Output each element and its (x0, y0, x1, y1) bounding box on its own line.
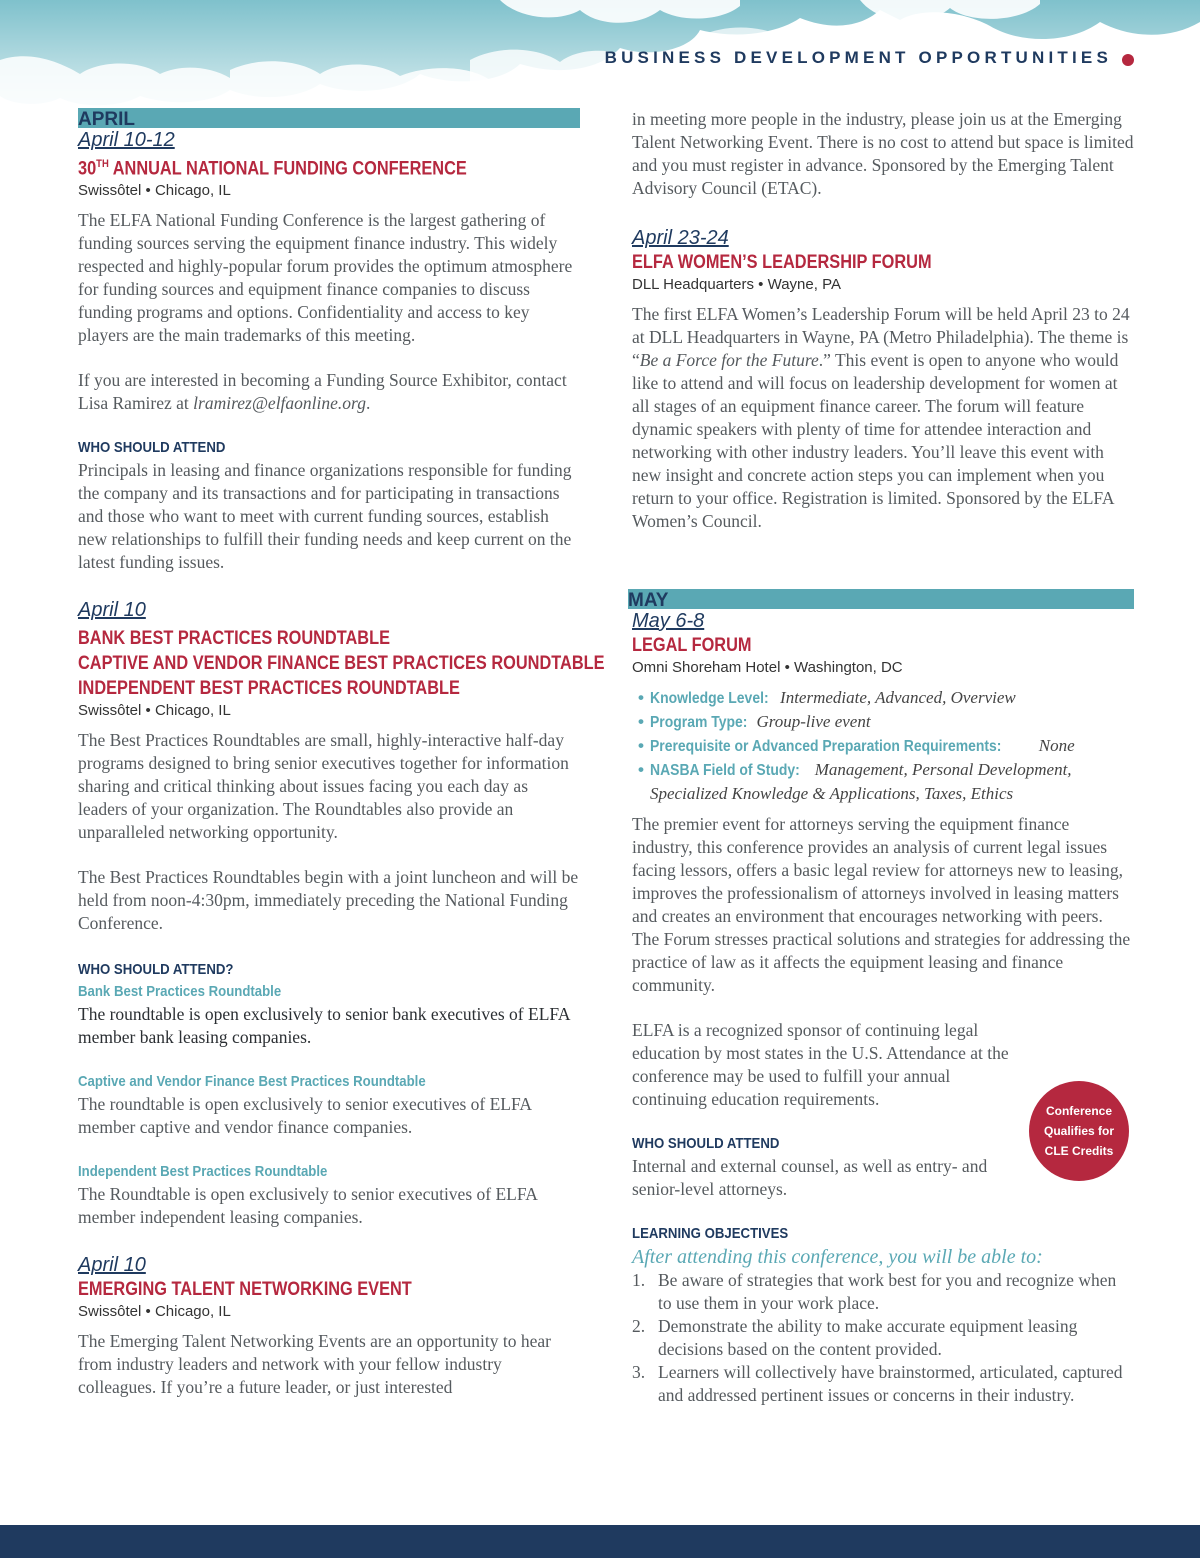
who-should-attend-text: Principals in leasing and finance organizations responsible for funding the company and its transactions and for participating in transactions and those who want to meet with current funding sources, establish new relationships to fulfill their funding needs and keep current on the latest funding issues. (78, 460, 572, 573)
list-item: • Program Type: Group-live event (650, 710, 1134, 734)
list-item: • NASBA Field of Study: Management, Personal Development, Specialized Knowledge & Applications, Taxes, Ethics (650, 758, 1134, 805)
who-should-attend-heading: WHO SHOULD ATTEND? (78, 961, 234, 979)
event-date: April 10-12 (78, 129, 175, 151)
event-description-continued: in meeting more people in the industry, please join us at the Emerging Talent Networking Event. There is no cost to attend but space is limited and you must register in advance. Sponsored by the Emerging Talent Advisory Council (ETAC). (632, 109, 1134, 198)
event-description: The first ELFA Women’s Leadership Forum will be held April 23 to 24 at DLL Headquarters in Wayne, PA (Metro Philadelphia). The theme is “Be a Force for the Future.” This event is open to anyone who would like to attend and will focus on leadership development for women at all stages of an equipment finance career. The forum will feature dynamic speakers with plenty of time for attendee interaction and networking with other industry leaders. You’ll leave this event with new insight and concrete action steps you can implement when you return to your office. Registration is limited. Sponsored by the ELFA Women’s Council. (632, 304, 1130, 531)
exhibitor-contact: If you are interested in becoming a Funding Source Exhibitor, contact Lisa Ramirez at lramirez@elfaonline.org. (78, 370, 567, 414)
who-should-attend-text: Internal and external counsel, as well as entry- and senior-level attorneys. (632, 1156, 988, 1199)
who-should-attend-heading: WHO SHOULD ATTEND (632, 1135, 780, 1152)
bullet-dot-icon (1122, 54, 1134, 66)
event-schedule: The Best Practices Roundtables begin with a joint luncheon and will be held from noon-4:30pm, immediately preceding the National Funding Conference. (78, 867, 579, 934)
left-column (78, 108, 605, 1399)
event-date: April 10 (78, 599, 146, 622)
event-venue: Swissôtel • Chicago, IL (78, 1303, 231, 1321)
right-column (628, 108, 1134, 1407)
event-description: The ELFA National Funding Conference is the largest gathering of funding sources serving the equipment finance industry. This widely respected and highly-popular forum provides the optimum atmosphere for funding sources and equipment finance companies to discuss funding programs and options. Confidentiality and access to key players are the main trademarks of this meeting. (78, 210, 573, 346)
roundtable-heading: Independent Best Practices Roundtable (78, 1163, 328, 1181)
event-venue: Swissôtel • Chicago, IL (78, 702, 231, 720)
event-description: The Emerging Talent Networking Events are an opportunity to hear from industry leaders and network with your fellow industry colleagues. If you’re a future leader, or just interested (78, 1331, 551, 1398)
who-should-attend-heading: WHO SHOULD ATTEND (78, 439, 226, 457)
learning-objectives-intro: After attending this conference, you will be able to: (632, 1246, 1043, 1268)
list-item: 1. Be aware of strategies that work best for you and recognize when to use them in your work place. (632, 1270, 1117, 1313)
list-item: 3. Learners will collectively have brainstormed, articulated, captured and addressed pertinent issues or concerns in their industry. (632, 1362, 1123, 1405)
event-title: INDEPENDENT BEST PRACTICES ROUNDTABLE (78, 678, 460, 700)
event-title: 30TH ANNUAL NATIONAL FUNDING CONFERENCE (78, 158, 467, 180)
event-description: The premier event for attorneys serving the equipment finance industry, this conference provides an analysis of current legal issues facing lessors, offers a basic legal review for attorneys new to leasing, improves the professionalism of attorneys involved in leasing matters and creates an environment that encourages networking with peers. The Forum stresses practical solutions and strategies for addressing the practice of law as it affects the equipment leasing and finance community. (632, 814, 1131, 995)
event-title: ELFA WOMEN’S LEADERSHIP FORUM (632, 252, 932, 273)
event-title: LEGAL FORUM (632, 635, 752, 656)
event-title: BANK BEST PRACTICES ROUNDTABLE (78, 628, 390, 650)
event-date: April 23-24 (632, 227, 729, 249)
month-label: MAY (628, 590, 669, 611)
event-venue: Swissôtel • Chicago, IL (78, 182, 231, 200)
section-heading: BUSINESS DEVELOPMENT OPPORTUNITIES (604, 48, 1112, 67)
event-venue: DLL Headquarters • Wayne, PA (632, 276, 841, 293)
list-item: • Prerequisite or Advanced Preparation Requirements: None (650, 734, 1134, 758)
cle-sponsor-text: ELFA is a recognized sponsor of continuing legal education by most states in the U.S. Attendance at the conference may be used to fulfill your annual continuing education requirements. (632, 1020, 1009, 1109)
learning-objectives-heading: LEARNING OBJECTIVES (632, 1225, 789, 1242)
event-date: April 10 (78, 1254, 146, 1277)
month-bar-may (628, 589, 1134, 609)
event-date: May 6-8 (632, 610, 705, 632)
event-title: CAPTIVE AND VENDOR FINANCE BEST PRACTICES ROUNDTABLE (78, 653, 605, 675)
learning-objectives-list (632, 1269, 1134, 1407)
roundtable-heading: Captive and Vendor Finance Best Practices Roundtable (78, 1073, 426, 1091)
roundtable-text: The roundtable is open exclusively to senior bank executives of ELFA member bank leasing companies. (78, 1004, 570, 1048)
event-venue: Omni Shoreham Hotel • Washington, DC (632, 659, 903, 676)
list-item: • Knowledge Level: Intermediate, Advanced, Overview (650, 686, 1134, 710)
month-bar-april (78, 108, 580, 128)
month-label: APRIL (78, 109, 135, 130)
list-item: 2. Demonstrate the ability to make accurate equipment leasing decisions based on the content provided. (632, 1316, 1078, 1359)
roundtable-heading: Bank Best Practices Roundtable (78, 983, 282, 1001)
roundtable-text: The roundtable is open exclusively to senior executives of ELFA member captive and vendor finance companies. (78, 1094, 532, 1138)
footer-bar (0, 1525, 1200, 1558)
roundtable-text: The Roundtable is open exclusively to senior executives of ELFA member independent leasing companies. (78, 1184, 537, 1228)
event-description: The Best Practices Roundtables are small, highly-interactive half-day programs designed to bring senior executives together for information sharing and critical thinking about issues facing you each day as leaders of your organization. The Roundtables also provide an unparalleled networking opportunity. (78, 730, 569, 843)
program-details-list (632, 686, 1134, 805)
contact-email[interactable]: lramirez@elfaonline.org (193, 393, 366, 414)
cle-credits-badge: Conference Qualifies for CLE Credits (1029, 1081, 1129, 1181)
event-title: EMERGING TALENT NETWORKING EVENT (78, 1279, 412, 1301)
